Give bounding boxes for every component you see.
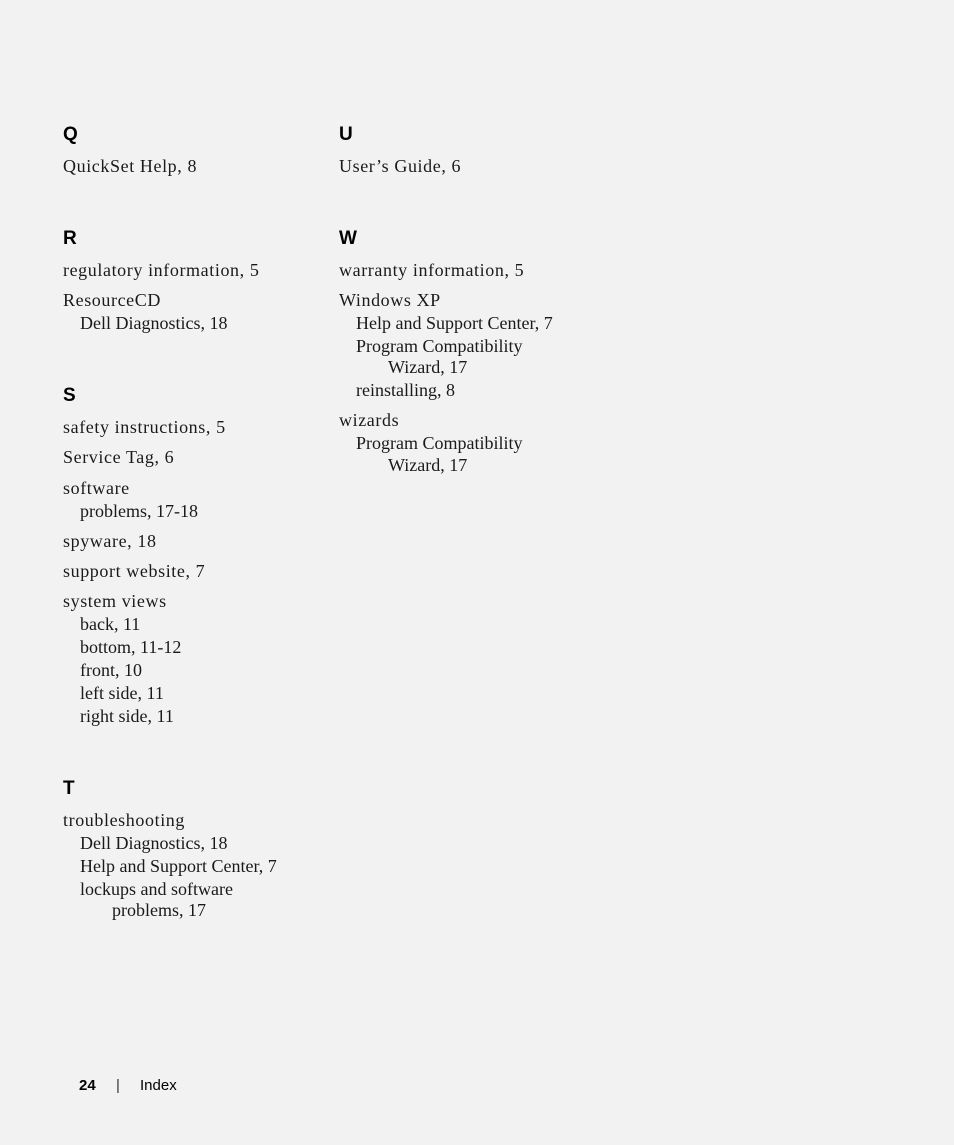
index-subentry: left side, 11	[80, 683, 164, 703]
index-entry: software	[63, 478, 130, 498]
index-entry: User’s Guide, 6	[339, 156, 462, 176]
index-subentry: lockups and software	[80, 879, 233, 899]
section-letter-s: S	[63, 385, 76, 406]
section-letter-r: R	[63, 228, 77, 249]
index-subentry: bottom, 11-12	[80, 637, 182, 657]
index-subentry: problems, 17-18	[80, 501, 198, 521]
index-entry: spyware, 18	[63, 531, 157, 551]
index-entry: Service Tag, 6	[63, 447, 175, 467]
section-letter-u: U	[339, 124, 353, 145]
index-entry: troubleshooting	[63, 810, 185, 830]
index-entry: ResourceCD	[63, 290, 161, 310]
index-subentry-continuation: Wizard, 17	[388, 455, 468, 475]
index-subentry: Dell Diagnostics, 18	[80, 833, 228, 853]
index-subentry: Program Compatibility	[356, 433, 523, 453]
index-subentry: Dell Diagnostics, 18	[80, 313, 228, 333]
section-letter-w: W	[339, 228, 357, 249]
index-entry: support website, 7	[63, 561, 206, 581]
index-entry: system views	[63, 591, 167, 611]
index-entry: wizards	[339, 410, 400, 430]
section-letter-q: Q	[63, 124, 78, 145]
footer-separator: |	[116, 1077, 120, 1094]
page-number: 24	[79, 1077, 96, 1094]
index-entry: warranty information, 5	[339, 260, 525, 280]
index-subentry: Help and Support Center, 7	[80, 856, 277, 876]
footer-section-name: Index	[140, 1077, 177, 1094]
index-subentry: right side, 11	[80, 706, 174, 726]
index-subentry-continuation: problems, 17	[112, 900, 206, 920]
index-entry: Windows XP	[339, 290, 441, 310]
index-subentry-continuation: Wizard, 17	[388, 357, 468, 377]
index-subentry: front, 10	[80, 660, 142, 680]
index-entry: QuickSet Help, 8	[63, 156, 198, 176]
index-subentry: reinstalling, 8	[356, 380, 455, 400]
index-entry: regulatory information, 5	[63, 260, 260, 280]
index-subentry: Program Compatibility	[356, 336, 523, 356]
index-entry: safety instructions, 5	[63, 417, 226, 437]
index-subentry: back, 11	[80, 614, 141, 634]
section-letter-t: T	[63, 778, 75, 799]
index-subentry: Help and Support Center, 7	[356, 313, 553, 333]
